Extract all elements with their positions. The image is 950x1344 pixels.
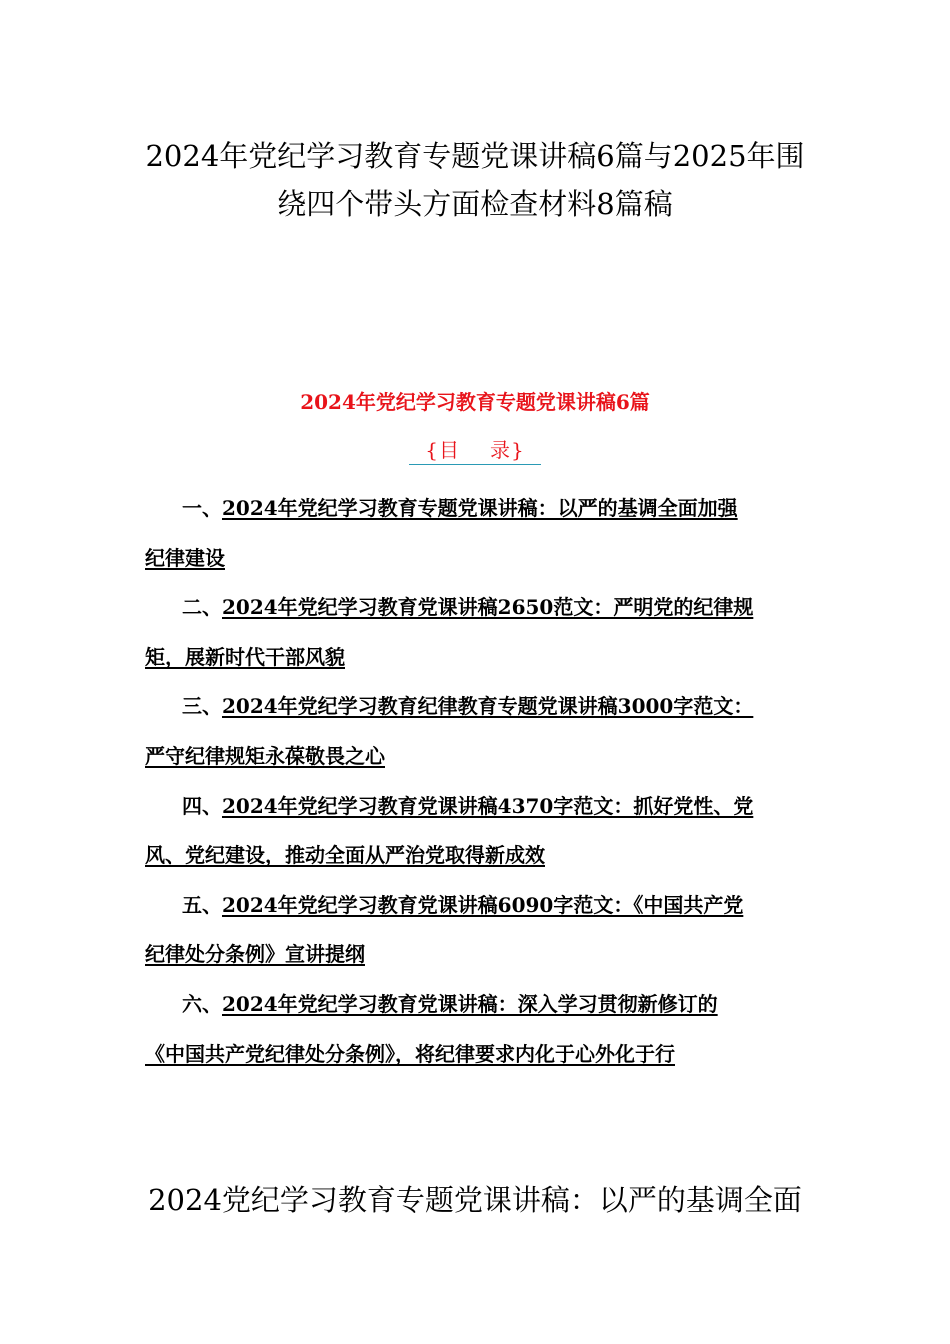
toc-item-6: [145, 980, 797, 1079]
toc-item-3: [145, 682, 797, 781]
toc-item-number: 三、: [182, 694, 222, 719]
toc-item-number: 四、: [182, 793, 222, 818]
table-of-contents: [145, 484, 797, 1079]
toc-link-4-line-2[interactable]: 风、党纪建设，推动全面从严治党取得新成效: [145, 843, 545, 868]
toc-link-1-line-1[interactable]: 2024年党纪学习教育专题党课讲稿：以严的基调全面加强: [222, 496, 738, 520]
toc-item-2: [145, 583, 797, 682]
toc-item-number: 六、: [182, 991, 222, 1016]
toc-link-2-line-2[interactable]: 矩，展新时代干部风貌: [145, 644, 345, 669]
toc-link-3-line-1[interactable]: 2024年党纪学习教育纪律教育专题党课讲稿3000字范文：: [222, 694, 754, 719]
toc-link-2-line-1[interactable]: 2024年党纪学习教育党课讲稿2650范文：严明党的纪律规: [222, 595, 754, 620]
toc-link-5-line-2[interactable]: 纪律处分条例》宣讲提纲: [145, 942, 365, 967]
toc-link-3-line-2[interactable]: 严守纪律规矩永葆敬畏之心: [145, 743, 385, 768]
toc-item-number: 一、: [182, 496, 222, 520]
toc-heading-left: {目: [425, 438, 460, 462]
toc-item-5: [145, 881, 797, 980]
toc-link-5-line-1[interactable]: 2024年党纪学习教育党课讲稿6090字范文：《中国共产党: [222, 892, 744, 917]
toc-heading: [409, 434, 541, 465]
toc-heading-right: 录}: [490, 438, 525, 462]
toc-link-6-line-1[interactable]: 2024年党纪学习教育党课讲稿：深入学习贯彻新修订的: [222, 991, 718, 1016]
body-heading: 2024党纪学习教育专题党课讲稿：以严的基调全面: [148, 1183, 802, 1217]
section-title: 2024年党纪学习教育专题党课讲稿6篇: [300, 390, 650, 414]
toc-item-number: 五、: [182, 892, 222, 917]
document-title-line-2: 绕四个带头方面检查材料8篇稿: [277, 187, 673, 221]
toc-link-6-line-2[interactable]: 《中国共产党纪律处分条例》，将纪律要求内化于心外化于行: [145, 1041, 675, 1066]
toc-link-4-line-1[interactable]: 2024年党纪学习教育党课讲稿4370字范文：抓好党性、党: [222, 793, 754, 818]
toc-item-number: 二、: [182, 595, 222, 620]
toc-item-4: [145, 782, 797, 881]
toc-item-1: [145, 484, 797, 583]
toc-link-1-line-2[interactable]: 纪律建设: [145, 545, 225, 570]
document-title-line-1: 2024年党纪学习教育专题党课讲稿6篇与2025年围: [145, 139, 805, 173]
